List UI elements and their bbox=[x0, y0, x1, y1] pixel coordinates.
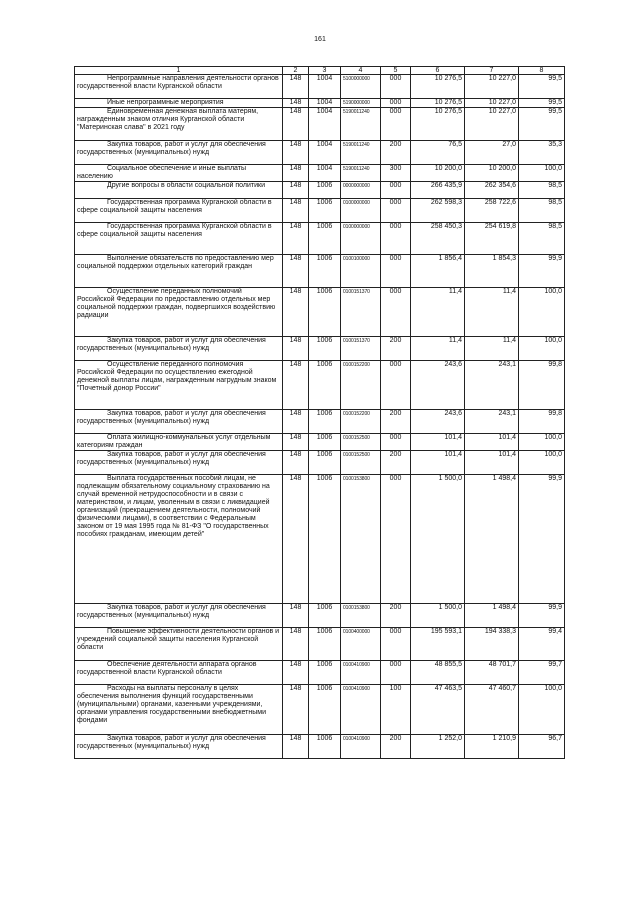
target-article-code: 0100000000 bbox=[341, 199, 381, 223]
section-code: 1006 bbox=[309, 410, 341, 434]
row-name: Другие вопросы в области социальной политики bbox=[75, 182, 283, 199]
table-row bbox=[75, 199, 565, 223]
glava-code: 148 bbox=[283, 337, 309, 361]
execution-percent: 99,9 bbox=[519, 604, 565, 628]
execution-percent: 99,5 bbox=[519, 99, 565, 108]
execution-percent: 99,4 bbox=[519, 628, 565, 661]
target-article-code: 5190011240 bbox=[341, 165, 381, 182]
executed-amount: 11,4 bbox=[465, 288, 519, 337]
planned-amount: 10 276,5 bbox=[411, 108, 465, 141]
expense-type-code: 000 bbox=[381, 108, 411, 141]
column-number-row bbox=[75, 67, 565, 75]
target-article-code: 5190011240 bbox=[341, 108, 381, 141]
row-name: Закупка товаров, работ и услуг для обеспечения государственных (муниципальных) нужд bbox=[75, 410, 283, 434]
row-name: Непрограммные направления деятельности органов государственной власти Курганской области bbox=[75, 75, 283, 99]
target-article-code: 0100153800 bbox=[341, 475, 381, 604]
planned-amount: 243,6 bbox=[411, 410, 465, 434]
expense-type-code: 000 bbox=[381, 255, 411, 288]
expense-type-code: 200 bbox=[381, 604, 411, 628]
target-article-code: 0100152500 bbox=[341, 451, 381, 475]
executed-amount: 10 200,0 bbox=[465, 165, 519, 182]
table-row bbox=[75, 410, 565, 434]
execution-percent: 100,0 bbox=[519, 434, 565, 451]
table-row bbox=[75, 451, 565, 475]
planned-amount: 262 598,3 bbox=[411, 199, 465, 223]
table-row bbox=[75, 661, 565, 685]
target-article-code: 0000000000 bbox=[341, 182, 381, 199]
executed-amount: 10 227,0 bbox=[465, 108, 519, 141]
target-article-code: 5190011240 bbox=[341, 141, 381, 165]
table-row bbox=[75, 628, 565, 661]
execution-percent: 98,5 bbox=[519, 223, 565, 255]
section-code: 1006 bbox=[309, 182, 341, 199]
row-name: Закупка товаров, работ и услуг для обеспечения государственных (муниципальных) нужд bbox=[75, 337, 283, 361]
target-article-code: 0100151370 bbox=[341, 288, 381, 337]
planned-amount: 10 200,0 bbox=[411, 165, 465, 182]
executed-amount: 47 460,7 bbox=[465, 685, 519, 735]
table-row bbox=[75, 108, 565, 141]
target-article-code: 5100000000 bbox=[341, 75, 381, 99]
planned-amount: 101,4 bbox=[411, 451, 465, 475]
section-code: 1006 bbox=[309, 288, 341, 337]
execution-percent: 100,0 bbox=[519, 685, 565, 735]
table-row bbox=[75, 735, 565, 759]
executed-amount: 243,1 bbox=[465, 410, 519, 434]
expense-type-code: 000 bbox=[381, 628, 411, 661]
executed-amount: 10 227,0 bbox=[465, 75, 519, 99]
executed-amount: 101,4 bbox=[465, 451, 519, 475]
column-number: 8 bbox=[519, 67, 565, 75]
section-code: 1006 bbox=[309, 223, 341, 255]
row-name: Закупка товаров, работ и услуг для обеспечения государственных (муниципальных) нужд bbox=[75, 451, 283, 475]
expense-type-code: 000 bbox=[381, 288, 411, 337]
planned-amount: 101,4 bbox=[411, 434, 465, 451]
execution-percent: 35,3 bbox=[519, 141, 565, 165]
glava-code: 148 bbox=[283, 661, 309, 685]
execution-percent: 100,0 bbox=[519, 165, 565, 182]
glava-code: 148 bbox=[283, 108, 309, 141]
section-code: 1006 bbox=[309, 434, 341, 451]
expense-type-code: 200 bbox=[381, 735, 411, 759]
row-name: Обеспечение деятельности аппарата органов государственной власти Курганской области bbox=[75, 661, 283, 685]
execution-percent: 98,5 bbox=[519, 182, 565, 199]
row-name: Осуществление переданного полномочия Российской Федерации по осуществлению ежегодной денежной выплаты лицам, награжденным нагрудным знаком "Почетный донор России" bbox=[75, 361, 283, 410]
expense-type-code: 000 bbox=[381, 223, 411, 255]
executed-amount: 48 701,7 bbox=[465, 661, 519, 685]
table-body bbox=[75, 67, 565, 759]
table-row bbox=[75, 182, 565, 199]
execution-percent: 98,5 bbox=[519, 199, 565, 223]
row-name: Закупка товаров, работ и услуг для обеспечения государственных (муниципальных) нужд bbox=[75, 735, 283, 759]
target-article-code: 0100000000 bbox=[341, 223, 381, 255]
executed-amount: 1 854,3 bbox=[465, 255, 519, 288]
glava-code: 148 bbox=[283, 223, 309, 255]
section-code: 1006 bbox=[309, 628, 341, 661]
row-name: Оплата жилищно-коммунальных услуг отдельным категориям граждан bbox=[75, 434, 283, 451]
expense-type-code: 000 bbox=[381, 475, 411, 604]
row-name: Государственная программа Курганской области в сфере социальной защиты населения bbox=[75, 223, 283, 255]
glava-code: 148 bbox=[283, 288, 309, 337]
execution-percent: 99,7 bbox=[519, 661, 565, 685]
row-name: Социальное обеспечение и иные выплаты населению bbox=[75, 165, 283, 182]
table-row bbox=[75, 141, 565, 165]
executed-amount: 27,0 bbox=[465, 141, 519, 165]
row-name: Закупка товаров, работ и услуг для обеспечения государственных (муниципальных) нужд bbox=[75, 604, 283, 628]
expense-type-code: 000 bbox=[381, 199, 411, 223]
section-code: 1006 bbox=[309, 735, 341, 759]
execution-percent: 99,5 bbox=[519, 108, 565, 141]
target-article-code: 0100152200 bbox=[341, 361, 381, 410]
glava-code: 148 bbox=[283, 361, 309, 410]
section-code: 1006 bbox=[309, 337, 341, 361]
execution-percent: 99,5 bbox=[519, 75, 565, 99]
planned-amount: 10 276,5 bbox=[411, 75, 465, 99]
executed-amount: 1 498,4 bbox=[465, 604, 519, 628]
column-number: 3 bbox=[309, 67, 341, 75]
expense-type-code: 000 bbox=[381, 75, 411, 99]
section-code: 1004 bbox=[309, 75, 341, 99]
table-row bbox=[75, 337, 565, 361]
planned-amount: 195 593,1 bbox=[411, 628, 465, 661]
planned-amount: 266 435,9 bbox=[411, 182, 465, 199]
planned-amount: 10 276,5 bbox=[411, 99, 465, 108]
executed-amount: 194 338,3 bbox=[465, 628, 519, 661]
planned-amount: 47 463,5 bbox=[411, 685, 465, 735]
budget-table bbox=[74, 66, 565, 759]
row-name: Осуществление переданных полномочий Российской Федерации по предоставлению отдельных мер социальной поддержки граждан, подвергшихся воздействию радиации bbox=[75, 288, 283, 337]
glava-code: 148 bbox=[283, 604, 309, 628]
target-article-code: 0100410900 bbox=[341, 735, 381, 759]
column-number: 1 bbox=[75, 67, 283, 75]
table-row bbox=[75, 361, 565, 410]
expense-type-code: 200 bbox=[381, 451, 411, 475]
expense-type-code: 100 bbox=[381, 685, 411, 735]
execution-percent: 99,9 bbox=[519, 255, 565, 288]
target-article-code: 0100151370 bbox=[341, 337, 381, 361]
section-code: 1006 bbox=[309, 604, 341, 628]
target-article-code: 0100400000 bbox=[341, 628, 381, 661]
row-name: Повышение эффективности деятельности органов и учреждений социальной защиты населения Курганской области bbox=[75, 628, 283, 661]
column-number: 7 bbox=[465, 67, 519, 75]
section-code: 1006 bbox=[309, 451, 341, 475]
table-row bbox=[75, 434, 565, 451]
row-name: Выплата государственных пособий лицам, не подлежащим обязательному социальному страхованию на случай временной нетрудоспособности и в связи с материнством, и лицам, уволенным в связи с ликвидацией организаций (прекращением деятельности, полномочий физическими лицами), в соответствии с Федеральным законом от 19 мая 1995 года № 81-ФЗ "О государственных пособиях гражданам, имеющим детей" bbox=[75, 475, 283, 604]
glava-code: 148 bbox=[283, 255, 309, 288]
expense-type-code: 000 bbox=[381, 182, 411, 199]
expense-type-code: 300 bbox=[381, 165, 411, 182]
execution-percent: 96,7 bbox=[519, 735, 565, 759]
glava-code: 148 bbox=[283, 451, 309, 475]
table-row bbox=[75, 288, 565, 337]
row-name: Единовременная денежная выплата матерям, награжденным знаком отличия Курганской области "Материнская слава" в 2021 году bbox=[75, 108, 283, 141]
executed-amount: 10 227,0 bbox=[465, 99, 519, 108]
table-row bbox=[75, 99, 565, 108]
section-code: 1004 bbox=[309, 165, 341, 182]
target-article-code: 0100100000 bbox=[341, 255, 381, 288]
execution-percent: 99,8 bbox=[519, 361, 565, 410]
planned-amount: 1 500,0 bbox=[411, 475, 465, 604]
column-number: 4 bbox=[341, 67, 381, 75]
glava-code: 148 bbox=[283, 75, 309, 99]
table-row bbox=[75, 255, 565, 288]
target-article-code: 0100152200 bbox=[341, 410, 381, 434]
target-article-code: 0100152500 bbox=[341, 434, 381, 451]
glava-code: 148 bbox=[283, 475, 309, 604]
planned-amount: 48 855,5 bbox=[411, 661, 465, 685]
planned-amount: 1 500,0 bbox=[411, 604, 465, 628]
execution-percent: 100,0 bbox=[519, 288, 565, 337]
executed-amount: 1 210,9 bbox=[465, 735, 519, 759]
execution-percent: 99,9 bbox=[519, 475, 565, 604]
glava-code: 148 bbox=[283, 99, 309, 108]
expense-type-code: 200 bbox=[381, 141, 411, 165]
table-row bbox=[75, 165, 565, 182]
target-article-code: 0100410900 bbox=[341, 661, 381, 685]
glava-code: 148 bbox=[283, 685, 309, 735]
table-row bbox=[75, 685, 565, 735]
table-row bbox=[75, 223, 565, 255]
glava-code: 148 bbox=[283, 182, 309, 199]
expense-type-code: 200 bbox=[381, 410, 411, 434]
target-article-code: 0100153800 bbox=[341, 604, 381, 628]
planned-amount: 1 856,4 bbox=[411, 255, 465, 288]
planned-amount: 1 252,0 bbox=[411, 735, 465, 759]
expense-type-code: 000 bbox=[381, 661, 411, 685]
column-number: 5 bbox=[381, 67, 411, 75]
table-row bbox=[75, 75, 565, 99]
row-name: Государственная программа Курганской области в сфере социальной защиты населения bbox=[75, 199, 283, 223]
execution-percent: 100,0 bbox=[519, 337, 565, 361]
glava-code: 148 bbox=[283, 434, 309, 451]
section-code: 1006 bbox=[309, 199, 341, 223]
executed-amount: 262 354,6 bbox=[465, 182, 519, 199]
target-article-code: 5190000000 bbox=[341, 99, 381, 108]
executed-amount: 258 722,6 bbox=[465, 199, 519, 223]
planned-amount: 11,4 bbox=[411, 288, 465, 337]
expense-type-code: 200 bbox=[381, 337, 411, 361]
planned-amount: 258 450,3 bbox=[411, 223, 465, 255]
row-name: Выполнение обязательств по предоставлению мер социальной поддержки отдельных категорий граждан bbox=[75, 255, 283, 288]
column-number: 2 bbox=[283, 67, 309, 75]
planned-amount: 76,5 bbox=[411, 141, 465, 165]
section-code: 1006 bbox=[309, 361, 341, 410]
executed-amount: 1 498,4 bbox=[465, 475, 519, 604]
section-code: 1004 bbox=[309, 108, 341, 141]
glava-code: 148 bbox=[283, 628, 309, 661]
section-code: 1006 bbox=[309, 475, 341, 604]
table-row bbox=[75, 604, 565, 628]
target-article-code: 0100410900 bbox=[341, 685, 381, 735]
execution-percent: 100,0 bbox=[519, 451, 565, 475]
expense-type-code: 000 bbox=[381, 99, 411, 108]
row-name: Закупка товаров, работ и услуг для обеспечения государственных (муниципальных) нужд bbox=[75, 141, 283, 165]
row-name: Иные непрограммные мероприятия bbox=[75, 99, 283, 108]
table-row bbox=[75, 475, 565, 604]
executed-amount: 254 619,8 bbox=[465, 223, 519, 255]
row-name: Расходы на выплаты персоналу в целях обеспечения выполнения функций государственными (муниципальными) органами, казенными учреждениями, органами управления государственными внебюджетными фондами bbox=[75, 685, 283, 735]
executed-amount: 101,4 bbox=[465, 434, 519, 451]
column-number: 6 bbox=[411, 67, 465, 75]
section-code: 1006 bbox=[309, 685, 341, 735]
page-number: 161 bbox=[314, 36, 326, 43]
execution-percent: 99,8 bbox=[519, 410, 565, 434]
glava-code: 148 bbox=[283, 199, 309, 223]
executed-amount: 243,1 bbox=[465, 361, 519, 410]
section-code: 1004 bbox=[309, 141, 341, 165]
planned-amount: 243,6 bbox=[411, 361, 465, 410]
planned-amount: 11,4 bbox=[411, 337, 465, 361]
glava-code: 148 bbox=[283, 735, 309, 759]
glava-code: 148 bbox=[283, 165, 309, 182]
expense-type-code: 000 bbox=[381, 361, 411, 410]
glava-code: 148 bbox=[283, 141, 309, 165]
expense-type-code: 000 bbox=[381, 434, 411, 451]
section-code: 1004 bbox=[309, 99, 341, 108]
glava-code: 148 bbox=[283, 410, 309, 434]
section-code: 1006 bbox=[309, 661, 341, 685]
section-code: 1006 bbox=[309, 255, 341, 288]
executed-amount: 11,4 bbox=[465, 337, 519, 361]
